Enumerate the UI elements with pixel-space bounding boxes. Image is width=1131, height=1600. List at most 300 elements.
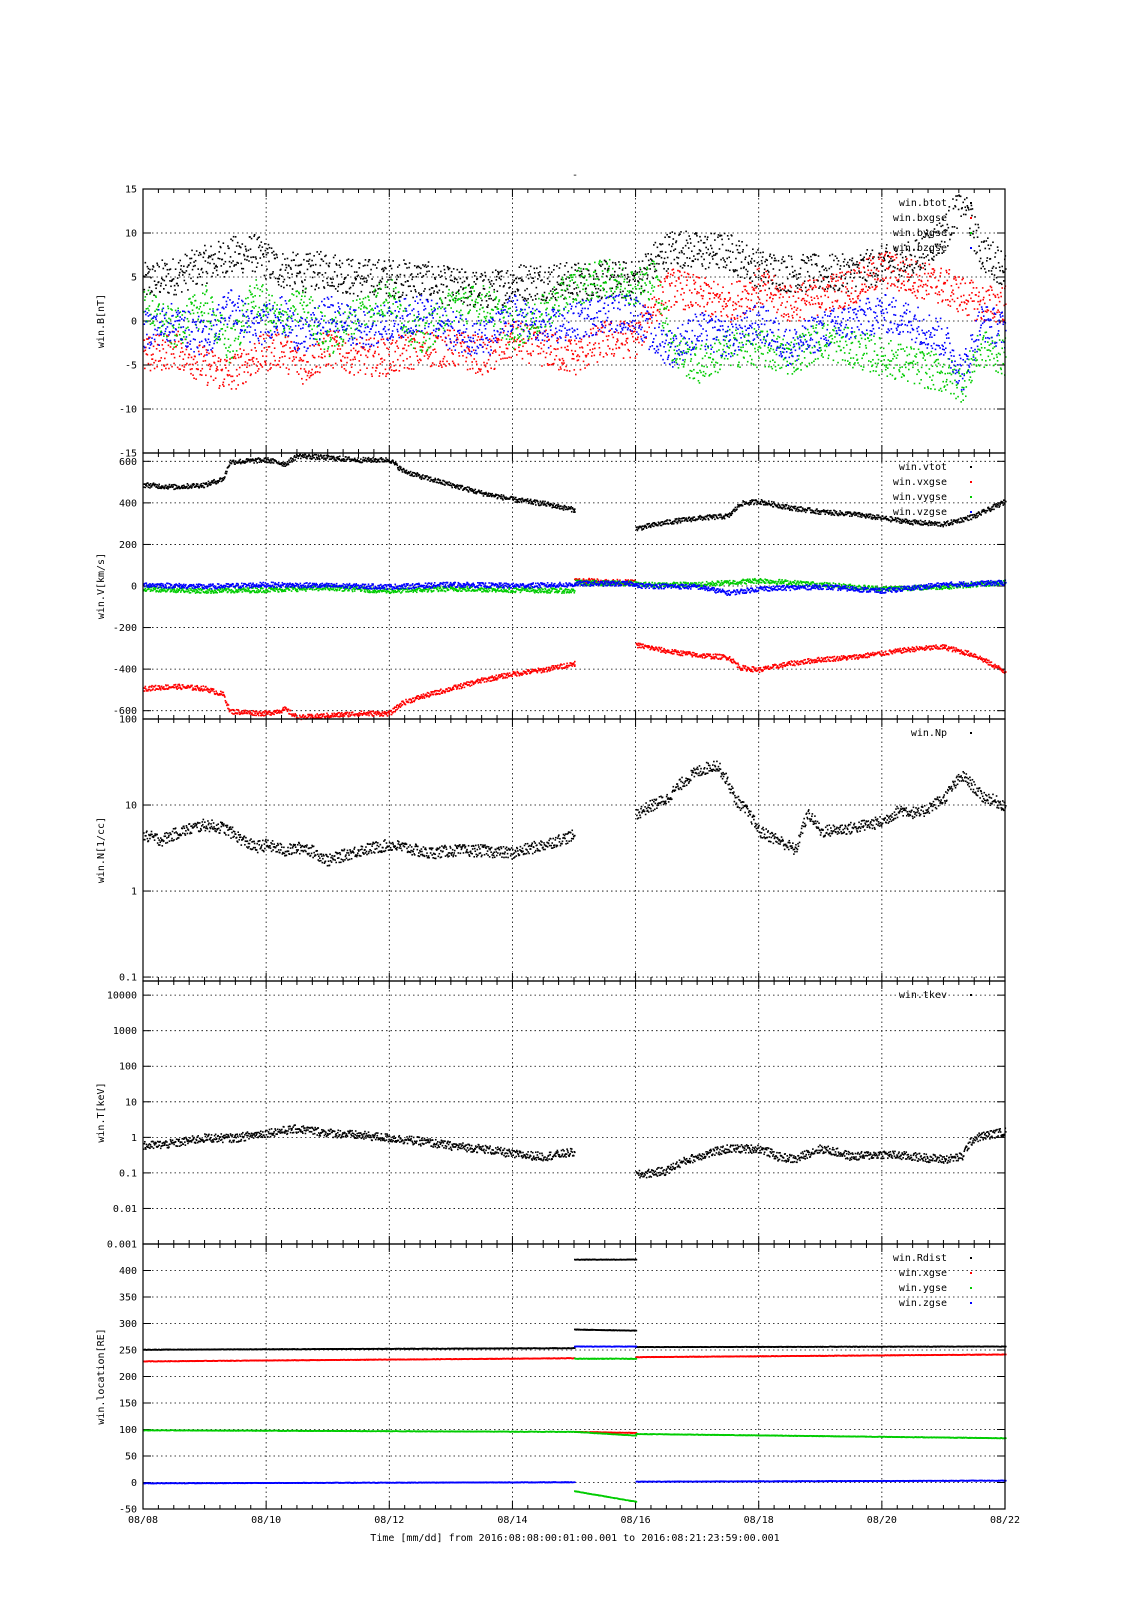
data-point (295, 350, 297, 352)
data-point (509, 341, 511, 343)
data-point (765, 284, 767, 286)
data-point (782, 282, 784, 284)
data-point (573, 288, 575, 290)
data-point (512, 291, 514, 293)
data-point (973, 300, 975, 302)
data-point (446, 361, 448, 363)
data-point (560, 368, 562, 370)
data-point (433, 335, 435, 337)
data-point (824, 295, 826, 297)
data-point (807, 295, 809, 297)
data-point (526, 300, 528, 302)
data-point (599, 354, 601, 356)
data-point (747, 271, 749, 273)
data-point (226, 360, 228, 362)
data-point (982, 299, 984, 301)
data-point (650, 254, 652, 256)
data-point (489, 338, 491, 340)
data-point (780, 294, 782, 296)
data-point (933, 259, 935, 261)
data-point (994, 295, 996, 297)
data-point (303, 308, 305, 310)
data-point (762, 252, 764, 254)
data-point (738, 252, 740, 254)
data-point (866, 280, 868, 282)
data-point (204, 294, 206, 296)
data-point (779, 287, 781, 289)
data-point (276, 254, 278, 256)
data-point (883, 258, 885, 260)
data-point (992, 267, 994, 269)
data-point (525, 266, 527, 268)
data-point (779, 284, 781, 286)
data-point (509, 336, 511, 338)
data-point (714, 233, 716, 235)
data-point (890, 265, 892, 267)
data-point (374, 289, 376, 291)
data-point (152, 322, 154, 324)
data-point (647, 274, 649, 276)
data-point (442, 306, 444, 308)
data-point (293, 294, 295, 296)
data-point (658, 298, 660, 300)
data-point (407, 337, 409, 339)
data-point (425, 274, 427, 276)
data-point (752, 280, 754, 282)
data-point (474, 335, 476, 337)
data-point (897, 268, 899, 270)
data-point (152, 269, 154, 271)
data-point (148, 310, 150, 312)
data-point (527, 274, 529, 276)
data-point (687, 265, 689, 267)
data-point (162, 279, 164, 281)
data-point (385, 369, 387, 371)
data-point (579, 291, 581, 293)
data-point (669, 236, 671, 238)
data-point (936, 254, 938, 256)
data-point (308, 372, 310, 374)
data-point (386, 300, 388, 302)
data-point (336, 340, 338, 342)
data-point (244, 331, 246, 333)
data-point (977, 236, 979, 238)
data-point (331, 282, 333, 284)
data-point (165, 265, 167, 267)
data-point (707, 249, 709, 251)
data-point (827, 284, 829, 286)
data-point (693, 260, 695, 262)
data-point (581, 339, 583, 341)
data-point (365, 373, 367, 375)
data-point (484, 272, 486, 274)
data-point (157, 264, 159, 266)
data-point (676, 280, 678, 282)
data-point (287, 258, 289, 260)
data-point (800, 268, 802, 270)
data-point (223, 382, 225, 384)
data-point (148, 271, 150, 273)
data-point (939, 294, 941, 296)
data-point (486, 300, 488, 302)
data-point (566, 370, 568, 372)
data-point (178, 341, 180, 343)
data-point (992, 241, 994, 243)
data-point (332, 367, 334, 369)
data-point (244, 255, 246, 257)
data-point (601, 297, 603, 299)
data-point (255, 279, 257, 281)
data-point (186, 270, 188, 272)
data-point (308, 263, 310, 265)
data-point (804, 300, 806, 302)
data-point (459, 334, 461, 336)
data-point (783, 313, 785, 315)
data-point (282, 264, 284, 266)
data-point (748, 255, 750, 257)
data-point (334, 254, 336, 256)
data-point (928, 259, 930, 261)
data-point (709, 298, 711, 300)
data-point (699, 306, 701, 308)
data-point (446, 315, 448, 317)
data-point (738, 240, 740, 242)
data-point (623, 357, 625, 359)
data-point (749, 277, 751, 279)
data-point (144, 291, 146, 293)
data-point (238, 320, 240, 322)
data-point (649, 268, 651, 270)
data-point (240, 342, 242, 344)
data-point (505, 299, 507, 301)
data-point (201, 311, 203, 313)
data-point (937, 302, 939, 304)
data-point (695, 302, 697, 304)
data-point (608, 335, 610, 337)
data-point (838, 276, 840, 278)
data-point (822, 265, 824, 267)
data-point (708, 292, 710, 294)
data-point (354, 271, 356, 273)
data-point (593, 344, 595, 346)
data-point (273, 254, 275, 256)
data-point (692, 304, 694, 306)
data-point (266, 289, 268, 291)
data-point (951, 292, 953, 294)
data-point (353, 322, 355, 324)
data-point (683, 309, 685, 311)
data-point (182, 274, 184, 276)
data-point (485, 275, 487, 277)
data-point (243, 325, 245, 327)
data-point (313, 333, 315, 335)
data-point (229, 351, 231, 353)
data-point (614, 353, 616, 355)
data-point (558, 275, 560, 277)
data-point (408, 286, 410, 288)
data-point (533, 268, 535, 270)
y-tick-label: -15 (119, 449, 137, 460)
data-point (776, 283, 778, 285)
data-point (492, 342, 494, 344)
data-point (355, 278, 357, 280)
data-point (428, 270, 430, 272)
data-point (203, 256, 205, 258)
data-point (247, 297, 249, 299)
data-point (727, 316, 729, 318)
data-point (231, 328, 233, 330)
data-point (338, 284, 340, 286)
data-point (799, 285, 801, 287)
data-point (740, 316, 742, 318)
data-point (311, 369, 313, 371)
data-point (613, 355, 615, 357)
data-point (740, 276, 742, 278)
data-point (810, 256, 812, 258)
data-point (248, 353, 250, 355)
data-point (307, 375, 309, 377)
data-point (312, 300, 314, 302)
data-point (861, 284, 863, 286)
data-point (973, 237, 975, 239)
data-point (353, 282, 355, 284)
data-point (283, 331, 285, 333)
data-point (718, 301, 720, 303)
data-point (690, 242, 692, 244)
data-point (453, 268, 455, 270)
data-point (365, 355, 367, 357)
data-point (397, 359, 399, 361)
data-point (634, 331, 636, 333)
data-point (947, 245, 949, 247)
data-point (827, 288, 829, 290)
data-point (302, 305, 304, 307)
data-point (547, 363, 549, 365)
data-point (667, 268, 669, 270)
data-point (758, 268, 760, 270)
panels (96, 185, 1020, 1527)
data-point (192, 269, 194, 271)
data-point (254, 343, 256, 345)
data-point (254, 295, 256, 297)
data-point (330, 337, 332, 339)
data-point (800, 289, 802, 291)
data-point (702, 253, 704, 255)
data-point (290, 351, 292, 353)
data-point (857, 298, 859, 300)
data-point (834, 289, 836, 291)
data-point (984, 310, 986, 312)
data-point (819, 286, 821, 288)
data-point (817, 314, 819, 316)
data-point (688, 235, 690, 237)
data-point (475, 272, 477, 274)
data-point (520, 323, 522, 325)
data-point (918, 266, 920, 268)
data-point (712, 301, 714, 303)
data-point (222, 272, 224, 274)
data-point (633, 273, 635, 275)
data-point (184, 280, 186, 282)
data-point (338, 313, 340, 315)
data-point (583, 361, 585, 363)
data-point (170, 319, 172, 321)
data-point (237, 338, 239, 340)
data-point (469, 304, 471, 306)
data-point (732, 314, 734, 316)
data-point (575, 269, 577, 271)
data-point (363, 298, 365, 300)
data-point (229, 362, 231, 364)
data-point (238, 357, 240, 359)
data-point (469, 291, 471, 293)
data-point (511, 293, 513, 295)
data-point (260, 335, 262, 337)
data-point (745, 286, 747, 288)
data-point (906, 258, 908, 260)
data-point (514, 291, 516, 293)
data-point (477, 302, 479, 304)
data-point (427, 333, 429, 335)
data-point (770, 292, 772, 294)
data-point (851, 269, 853, 271)
data-point (183, 272, 185, 274)
data-point (371, 278, 373, 280)
data-point (833, 277, 835, 279)
data-point (301, 299, 303, 301)
data-point (686, 240, 688, 242)
data-point (669, 232, 671, 234)
data-point (302, 282, 304, 284)
data-point (948, 210, 950, 212)
data-point (818, 287, 820, 289)
data-point (153, 294, 155, 296)
data-point (217, 369, 219, 371)
data-point (846, 288, 848, 290)
data-point (159, 327, 161, 329)
data-point (449, 294, 451, 296)
data-point (849, 266, 851, 268)
data-point (166, 275, 168, 277)
data-point (509, 296, 511, 298)
data-point (379, 284, 381, 286)
data-point (615, 344, 617, 346)
data-point (686, 279, 688, 281)
data-point (196, 283, 198, 285)
data-point (144, 368, 146, 370)
data-point (753, 288, 755, 290)
data-point (754, 290, 756, 292)
data-point (634, 280, 636, 282)
data-point (990, 258, 992, 260)
data-point (457, 269, 459, 271)
data-point (337, 343, 339, 345)
data-point (784, 261, 786, 263)
data-point (424, 325, 426, 327)
data-point (798, 277, 800, 279)
data-point (735, 308, 737, 310)
data-point (477, 371, 479, 373)
data-point (501, 351, 503, 353)
data-point (519, 266, 521, 268)
data-point (316, 365, 318, 367)
data-point (878, 258, 880, 260)
data-point (619, 324, 621, 326)
data-point (289, 357, 291, 359)
data-point (275, 278, 277, 280)
data-point (842, 285, 844, 287)
data-point (259, 245, 261, 247)
data-point (204, 253, 206, 255)
data-point (908, 273, 910, 275)
data-point (702, 298, 704, 300)
data-point (877, 278, 879, 280)
data-point (362, 284, 364, 286)
data-point (495, 361, 497, 363)
data-point (510, 300, 512, 302)
data-point (853, 277, 855, 279)
data-point (288, 325, 290, 327)
data-point (289, 328, 291, 330)
data-point (919, 264, 921, 266)
data-point (186, 305, 188, 307)
data-point (732, 251, 734, 253)
data-point (173, 327, 175, 329)
data-point (540, 342, 542, 344)
data-point (224, 378, 226, 380)
data-point (504, 302, 506, 304)
data-point (284, 311, 286, 313)
data-point (867, 289, 869, 291)
data-point (206, 352, 208, 354)
data-point (991, 270, 993, 272)
data-point (803, 298, 805, 300)
data-point (494, 349, 496, 351)
data-point (246, 366, 248, 368)
data-point (995, 267, 997, 269)
data-point (147, 266, 149, 268)
data-point (777, 289, 779, 291)
data-point (368, 339, 370, 341)
data-point (885, 277, 887, 279)
data-point (324, 356, 326, 358)
data-point (364, 305, 366, 307)
data-point (486, 363, 488, 365)
data-point (581, 273, 583, 275)
data-point (382, 268, 384, 270)
data-point (473, 349, 475, 351)
data-point (297, 348, 299, 350)
data-point (663, 261, 665, 263)
data-point (763, 281, 765, 283)
data-point (181, 314, 183, 316)
data-point (217, 274, 219, 276)
data-point (313, 325, 315, 327)
data-point (676, 257, 678, 259)
legend-marker (970, 202, 972, 204)
data-point (748, 293, 750, 295)
data-point (372, 264, 374, 266)
data-point (953, 232, 955, 234)
data-point (467, 369, 469, 371)
data-point (751, 300, 753, 302)
data-point (826, 286, 828, 288)
data-point (960, 215, 962, 217)
data-point (547, 278, 549, 280)
data-point (875, 273, 877, 275)
data-point (571, 267, 573, 269)
data-point (207, 382, 209, 384)
